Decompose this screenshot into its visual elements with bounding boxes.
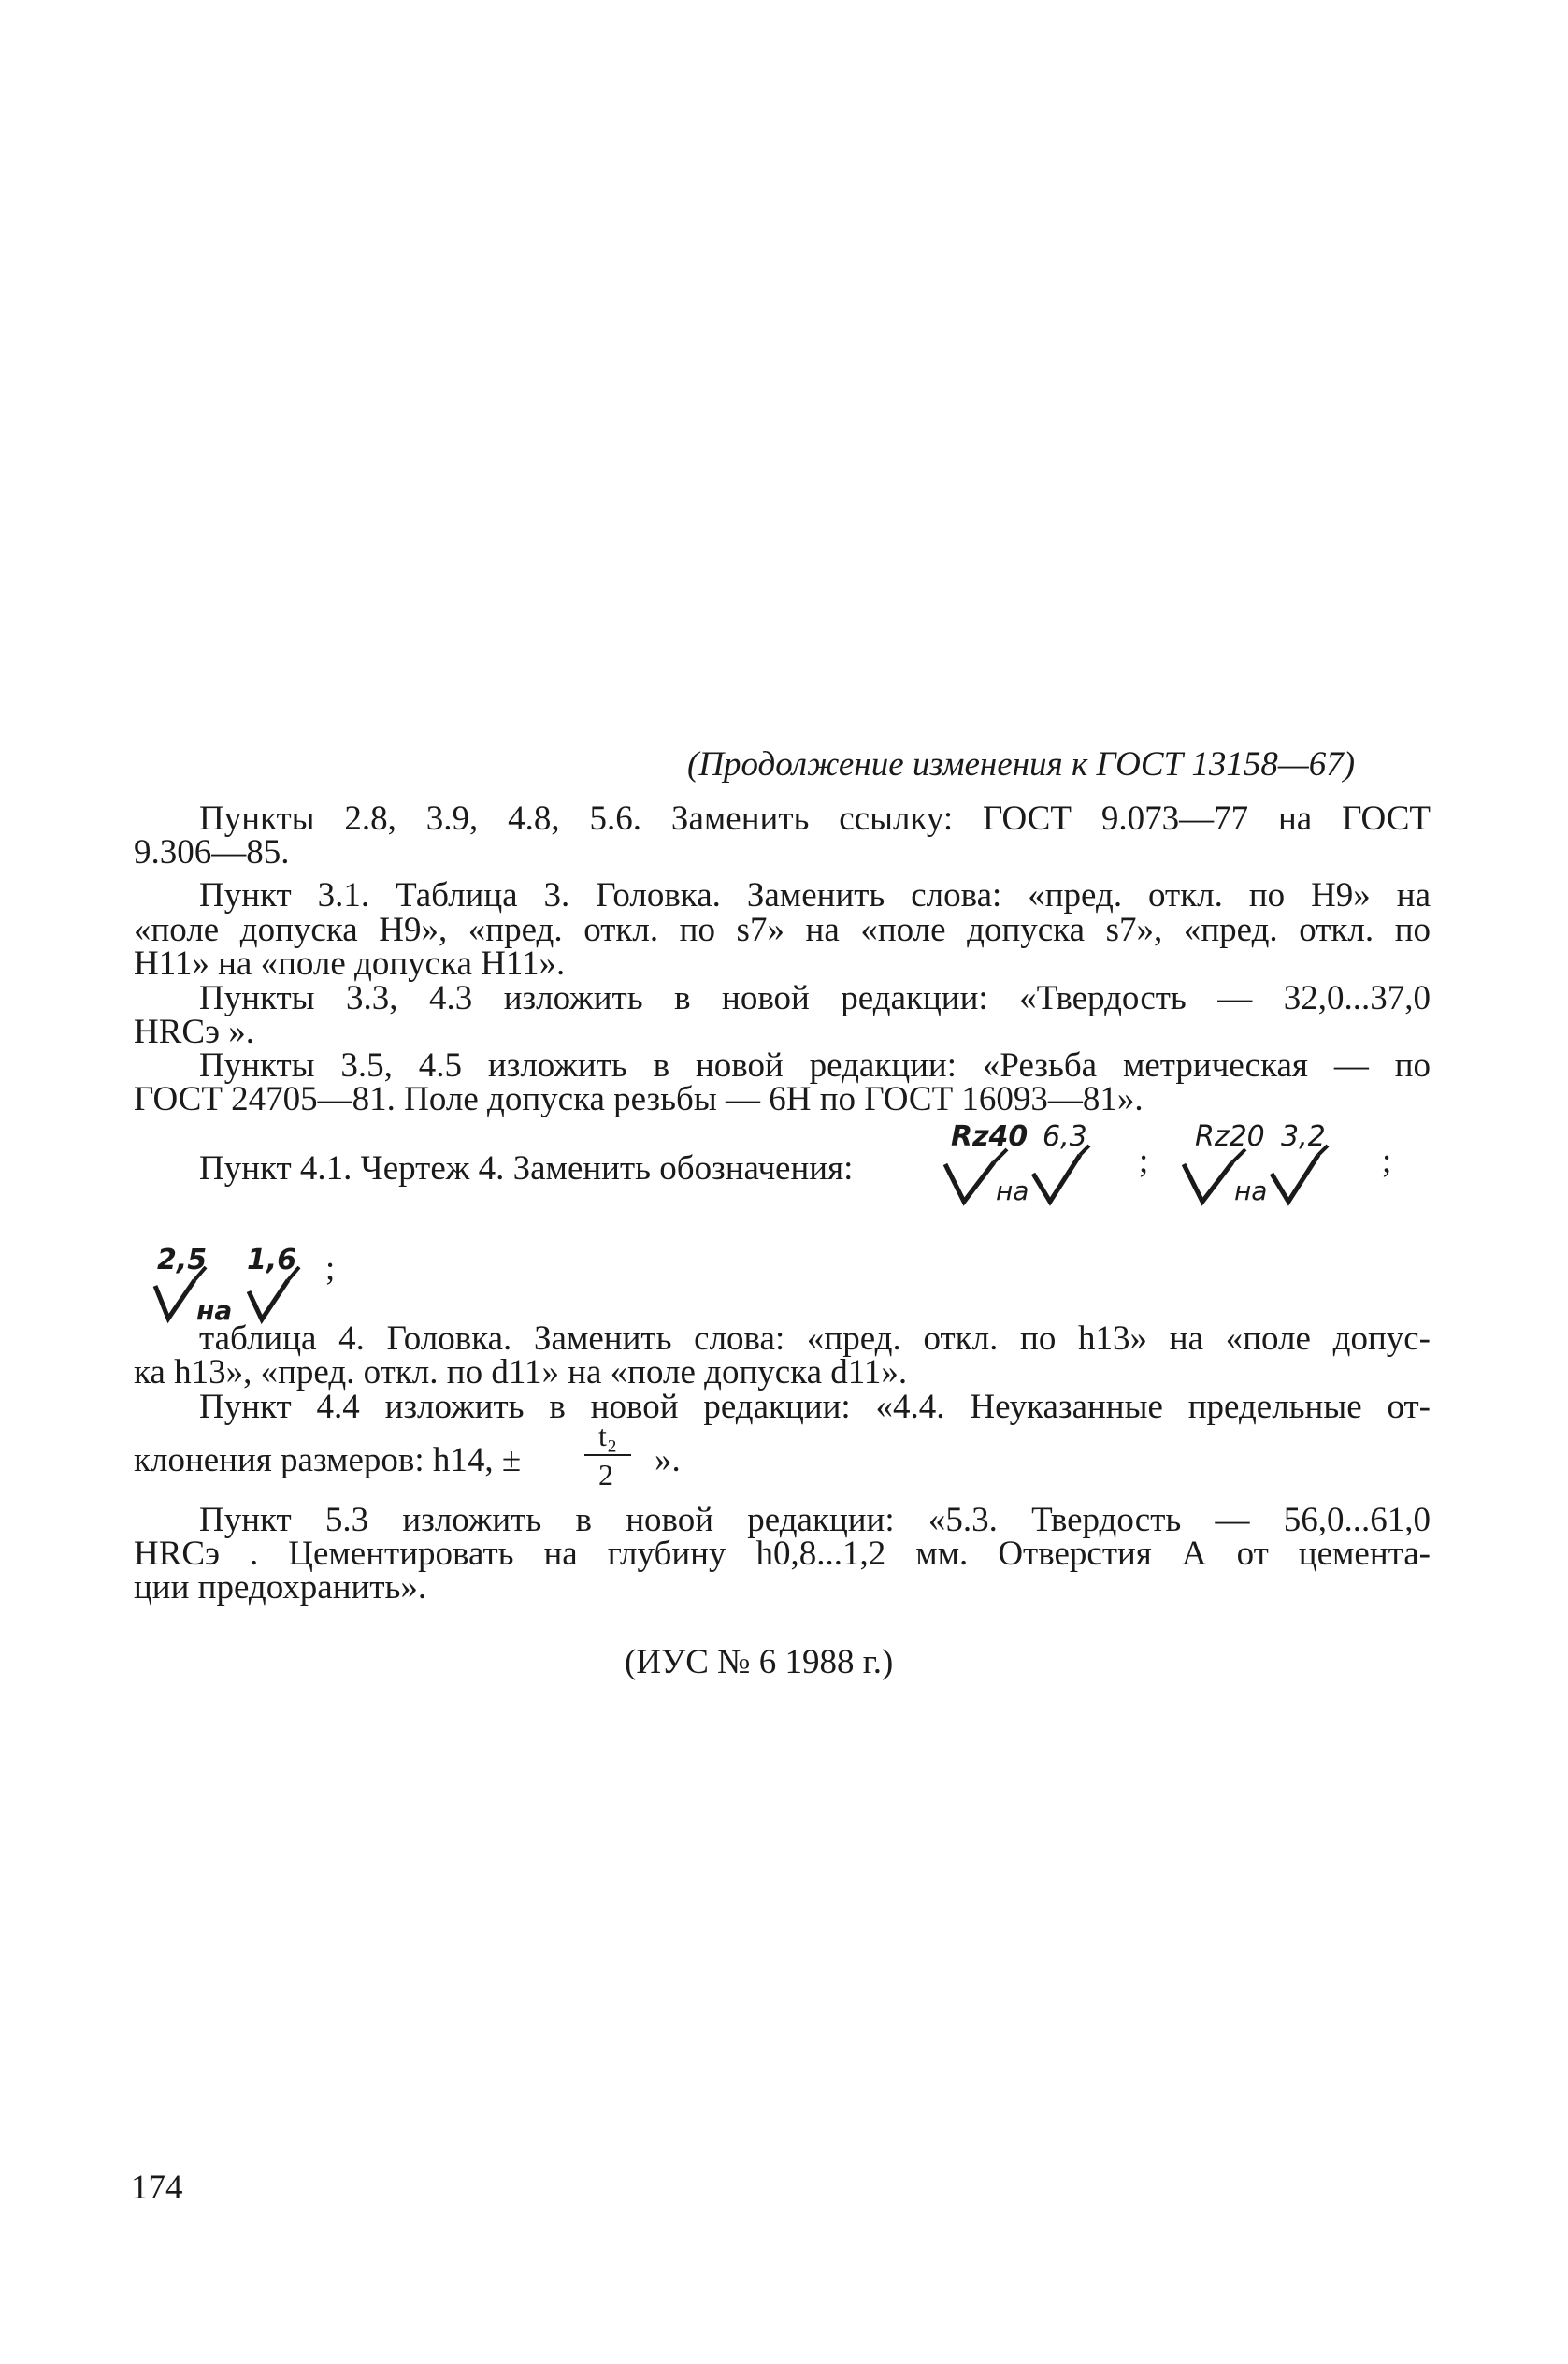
roughness-check-icon [1178, 1117, 1365, 1211]
paragraph-8-line-3: ции предохранить». [134, 1568, 427, 1607]
roughness-word-na: на [196, 1295, 233, 1326]
paragraph-7-line-2: клонения размеров: h14, ± [134, 1441, 522, 1479]
paragraph-4-line-2: ГОСТ 24705—81. Поле допуска резьбы — 6H по ГОСТ 16093—81». [134, 1080, 1144, 1118]
source-note: (ИУС № 6 1988 г.) [625, 1643, 894, 1681]
fraction-bar [584, 1454, 631, 1456]
fraction-numerator: t₂ [598, 1419, 618, 1452]
roughness-left-value: Rz40 [951, 1120, 1029, 1153]
paragraph-1-line-2: 9.306—85. [134, 833, 290, 872]
roughness-left-value: Rz20 [1195, 1120, 1265, 1153]
symbol-separator: ; [1382, 1142, 1392, 1180]
roughness-left-value: 2,5 [157, 1244, 208, 1276]
roughness-word-na: на [996, 1175, 1029, 1206]
paragraph-2-line-3: H11» на «поле допуска H11». [134, 944, 566, 983]
paragraph-2-line-2: «поле допуска H9», «пред. откл. по s7» на «поле допуска s7», «пред. откл. по [134, 911, 1431, 949]
paragraph-1-line-1: Пункты 2.8, 3.9, 4.8, 5.6. Заменить ссылку: ГОСТ 9.073—77 на ГОСТ [199, 800, 1431, 838]
roughness-symbol-group-1 [940, 1117, 1127, 1211]
page-number: 174 [131, 2169, 183, 2207]
symbol-separator: ; [1139, 1142, 1149, 1180]
paragraph-4-line-1: Пункты 3.5, 4.5 изложить в новой редакции: «Резьба метрическая — по [199, 1046, 1431, 1085]
paragraph-2-line-1: Пункт 3.1. Таблица 3. Головка. Заменить слова: «пред. откл. по H9» на [199, 876, 1431, 915]
continuation-header: (Продолжение изменения к ГОСТ 13158—67) [687, 745, 1356, 784]
paragraph-5-line-1: Пункт 4.1. Чертеж 4. Заменить обозначения: [199, 1149, 854, 1188]
paragraph-3-line-2: HRCэ ». [134, 1013, 254, 1051]
paragraph-3-line-1: Пункты 3.3, 4.3 изложить в новой редакции: «Твердость — 32,0...37,0 [199, 979, 1431, 1017]
roughness-check-icon [940, 1117, 1127, 1211]
roughness-right-value: 6,3 [1043, 1120, 1087, 1153]
fraction-denominator: 2 [598, 1458, 613, 1492]
paragraph-8-line-1: Пункт 5.3 изложить в новой редакции: «5.3. Твердость — 56,0...61,0 [199, 1501, 1431, 1539]
paragraph-6-line-1: таблица 4. Головка. Заменить слова: «пред. откл. по h13» на «поле допус- [199, 1319, 1431, 1358]
symbol-separator: ; [325, 1249, 336, 1288]
paragraph-7-line-2-end: ». [655, 1441, 681, 1479]
paragraph-7-line-1: Пункт 4.4 изложить в новой редакции: «4.4. Неуказанные предельные от- [199, 1388, 1431, 1426]
paragraph-8-line-2: HRCэ . Цементировать на глубину h0,8...1,2 мм. Отверстия А от цемента- [134, 1535, 1431, 1573]
paragraph-6-line-2: ка h13», «пред. откл. по d11» на «поле допуска d11». [134, 1353, 908, 1391]
roughness-symbol-group-2 [1178, 1117, 1365, 1211]
roughness-word-na: на [1234, 1175, 1268, 1206]
roughness-right-value: 3,2 [1281, 1120, 1326, 1153]
roughness-right-value: 1,6 [247, 1244, 297, 1276]
